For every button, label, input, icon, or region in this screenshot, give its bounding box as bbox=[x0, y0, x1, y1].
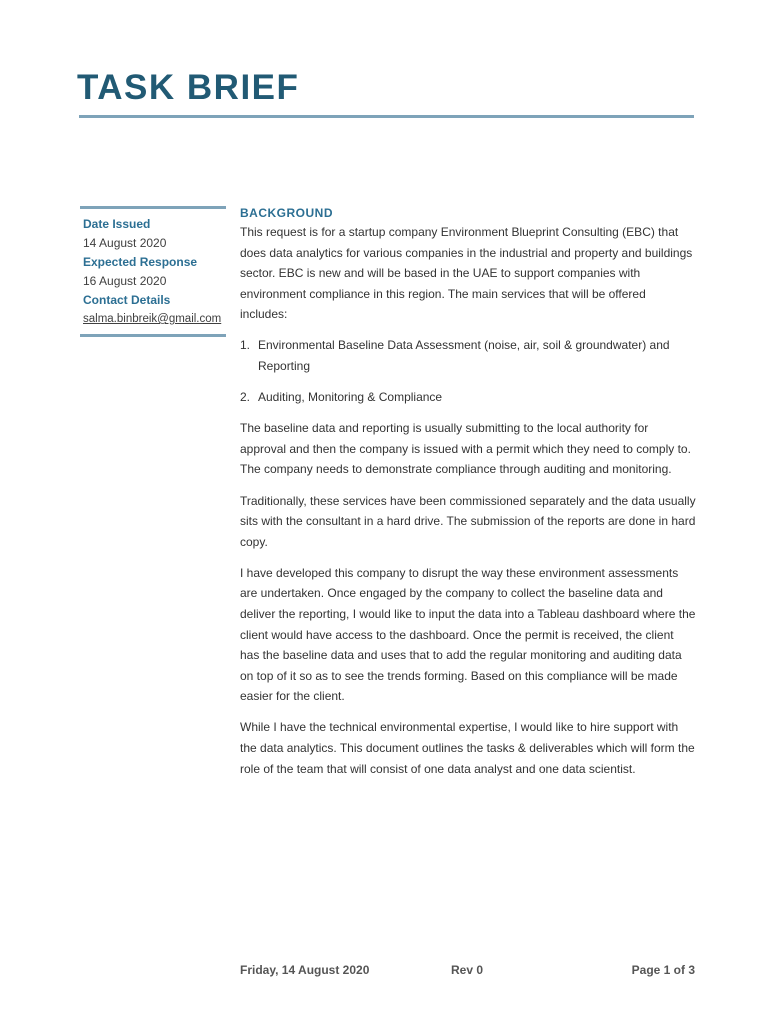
section-heading: BACKGROUND bbox=[240, 206, 333, 220]
list-item bbox=[240, 387, 696, 408]
footer-page-number: Page 1 of 3 bbox=[631, 963, 695, 977]
contact-details-label: Contact Details bbox=[83, 293, 171, 307]
contact-email-link[interactable]: salma.binbreik@gmail.com bbox=[83, 313, 222, 325]
list-item-text: Auditing, Monitoring & Compliance bbox=[258, 390, 443, 405]
background-section bbox=[240, 205, 696, 779]
footer-date: Friday, 14 August 2020 bbox=[240, 963, 370, 977]
dashboard-paragraph: I have developed this company to disrupt the way these environment assessments are undertaken. Once engaged by the company to collect the baseline data and deliver the reporting, I would like to input the data into a Tableau dashboard where the client would have access to the dashboard. Once the permit is received, the client has the baseline data and uses that to add the regular monitoring and auditing data on top of it so as to see the trends forming. Based on this compliance will be made easier for the client. bbox=[240, 565, 696, 704]
footer-revision: Rev 0 bbox=[451, 963, 484, 977]
expected-response-value: 16 August 2020 bbox=[83, 274, 167, 288]
list-item-text: Environmental Baseline Data Assessment (noise, air, soil & groundwater) and Reporting bbox=[258, 338, 670, 374]
intro-paragraph: This request is for a startup company Environment Blueprint Consulting (EBC) that does data analytics for various companies in the industrial and property and buildings sector. EBC is new and will be based in the UAE to support companies with environment compliance in this region. The main services that will be offered includes: bbox=[240, 225, 693, 322]
date-issued-value: 14 August 2020 bbox=[83, 236, 167, 250]
list-item-number: 2. bbox=[240, 390, 251, 405]
date-issued-label: Date Issued bbox=[83, 217, 151, 231]
page-title: TASK BRIEF bbox=[77, 68, 300, 107]
list-item-number: 1. bbox=[240, 338, 251, 353]
list-item bbox=[240, 335, 696, 376]
tradition-paragraph: Traditionally, these services have been commissioned separately and the data usually sits with the consultant in a hard drive. The submission of the reports are done in hard copy. bbox=[240, 493, 696, 549]
sidebar-bottom-divider bbox=[80, 334, 226, 337]
hiring-paragraph: While I have the technical environmental expertise, I would like to hire support with the data analytics. This document outlines the tasks & deliverables which will form the role of the team that will consist of one data analyst and one data scientist. bbox=[240, 720, 695, 776]
info-sidebar bbox=[80, 206, 226, 337]
expected-response-label: Expected Response bbox=[83, 255, 198, 269]
title-divider bbox=[79, 115, 694, 118]
compliance-paragraph: The baseline data and reporting is usually submitting to the local authority for approval and then the company is issued with a permit which they need to comply to. The company needs to demonstrate compliance through auditing and monitoring. bbox=[240, 421, 691, 477]
services-list bbox=[240, 335, 696, 407]
